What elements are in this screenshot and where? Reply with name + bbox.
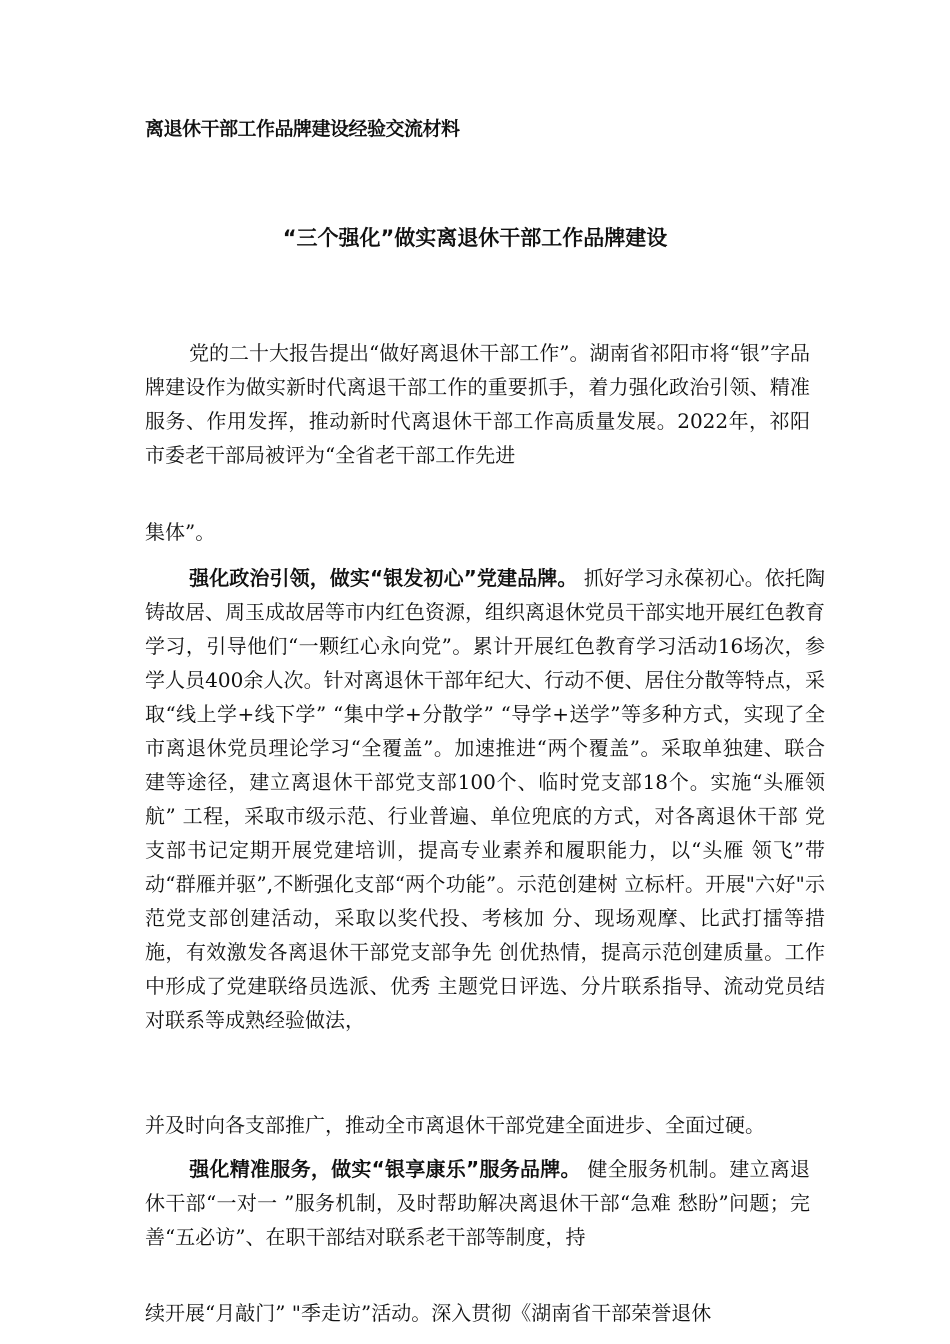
paragraph-political-guidance — [145, 561, 825, 1037]
paragraph-precise-service-continued: 续开展“月敲门” "季走访”活动。深入贯彻《湖南省干部荣誉退休 — [145, 1301, 712, 1325]
paragraph-intro-continued: 集体”。 — [145, 520, 216, 544]
document-title: “三个强化”做实离退休干部工作品牌建设 — [282, 226, 668, 250]
paragraph-precise-service-text: 健全服务机制。建立离退休干部“一对一 ”服务机制，及时帮助解决离退休干部“急难 愁盼”问题；完善“五必访”、在职干部结对联系老干部等制度，持 — [145, 1157, 810, 1249]
paragraph-political-guidance-text: 抓好学习永葆初心。依托陶铸故居、周玉成故居等市内红色资源，组织离退休党员干部实地开展红色教育学习，引导他们“一颗红心永向党”。累计开展红色教育学习活动16场次，参学人员400余人次。针对离退休干部年纪大、行动不便、居住分散等特点，采取“线上学+线下学” “集中学+分散学” “导学+送学”等多种方式，实现了全市离退休党员理论学习“全覆盖”。加速推进“两个覆盖”。采取单独建、联合建等途径，建立离退休干部党支部100个、临时党支部18个。实施“头雁领航” 工程，采取市级示范、行业普遍、单位兜底的方式，对各离退休干部 党支部书记定期开展党建培训，提高专业素养和履职能力，以“头雁 领飞”带动“群雁并驱”,不断强化支部“两个功能”。示范创建树 立标杆。开展"六好"示范党支部创建活动，采取以奖代投、考核加 分、现场观摩、比武打擂等措施，有效激发各离退休干部党支部争先 创优热情，提高示范创建质量。工作中形成了党建联络员选派、优秀 主题党日评选、分片联系指导、流动党员结对联系等成熟经验做法， — [145, 566, 825, 1032]
paragraph-intro — [145, 336, 810, 472]
document-label: 离退休干部工作品牌建设经验交流材料 — [145, 118, 460, 140]
paragraph-precise-service-heading: 强化精准服务，做实“银享康乐”服务品牌。 — [189, 1157, 581, 1181]
paragraph-political-guidance-continued: 并及时向各支部推广，推动全市离退休干部党建全面进步、全面过硬。 — [145, 1113, 765, 1137]
paragraph-precise-service — [145, 1152, 810, 1254]
paragraph-intro-text: 党的二十大报告提出“做好离退休干部工作”。湖南省祁阳市将“银”字品牌建设作为做实新时代离退干部工作的重要抓手，着力强化政治引领、精准服务、作用发挥，推动新时代离退休干部工作高质量发展。2022年，祁阳市委老干部局被评为“全省老干部工作先进 — [145, 341, 810, 467]
paragraph-political-guidance-heading: 强化政治引领，做实“银发初心”党建品牌。 — [189, 566, 578, 590]
